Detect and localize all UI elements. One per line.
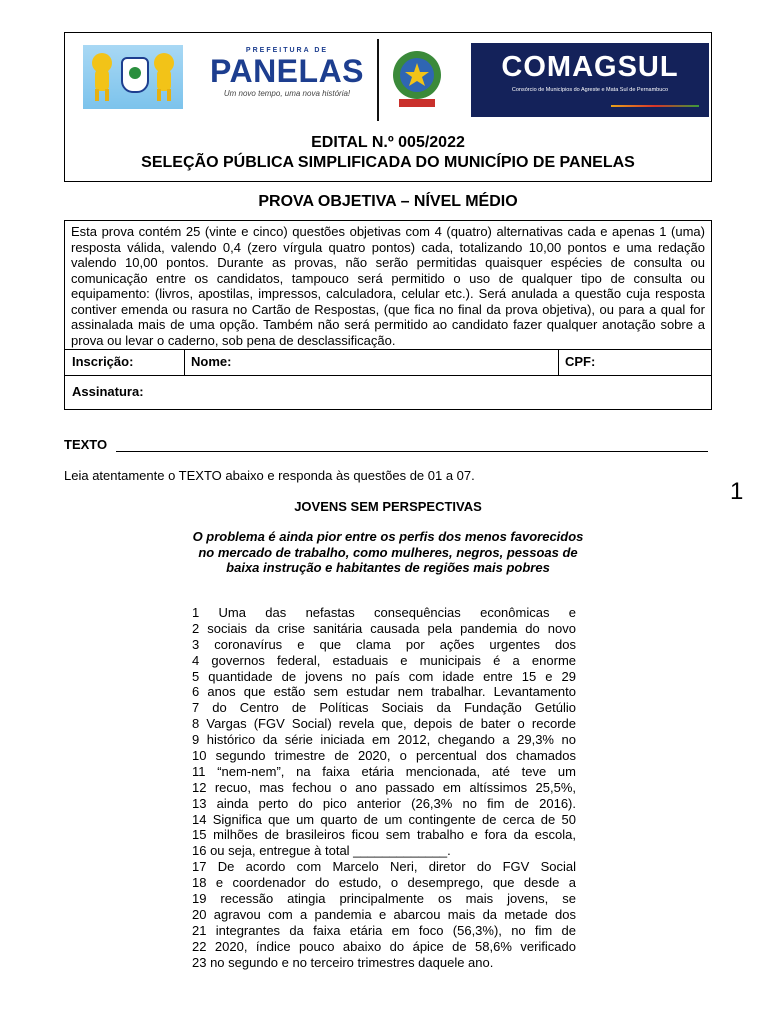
lion-icon <box>87 49 117 103</box>
article-subtitle: O problema é ainda pior entre os perfis dos menos favorecidos no mercado de trabalho, como mulheres, negros, pessoas de baixa instrução e habitantes de regiões mais pobres <box>192 529 584 575</box>
table-divider <box>184 349 185 375</box>
table-divider <box>558 349 559 375</box>
article-line: 17 De acordo com Marcelo Neri, diretor do FGV Social <box>192 859 576 875</box>
article-line: 22 2020, índice pouco abaixo do ápice de 58,6% verificado <box>192 938 576 954</box>
article-line: 7 do Centro de Políticas Sociais da Fundação Getúlio <box>192 700 576 716</box>
comagsul-color-bar <box>611 105 699 107</box>
exam-title: PROVA OBJETIVA – NÍVEL MÉDIO <box>258 193 518 210</box>
table-divider <box>65 349 711 350</box>
header-box <box>64 32 712 182</box>
logo-row <box>65 33 711 125</box>
city-flag-logo <box>83 45 183 109</box>
page-number: 1 <box>730 478 744 505</box>
table-divider <box>65 375 711 376</box>
panelas-logo-name: PANELAS <box>209 53 365 89</box>
article-line: 10 segundo trimestre de 2020, o percentual dos chamados <box>192 748 576 764</box>
panelas-logo <box>203 47 371 117</box>
crest-icon <box>121 57 149 93</box>
article-line: 20 agravou com a pandemia e abarcou mais da metade dos <box>192 906 576 922</box>
instructions-table <box>64 220 712 410</box>
texto-underline <box>116 451 708 452</box>
article-title: JOVENS SEM PERSPECTIVAS <box>294 499 482 514</box>
panelas-logo-prefix: PREFEITURA DE <box>245 47 329 54</box>
texto-label: TEXTO <box>64 437 108 452</box>
comagsul-logo-name: COMAGSUL <box>501 51 679 83</box>
edital-title <box>65 133 711 173</box>
article-line: 9 histórico da série iniciada em 2012, chegando a 29,3% no <box>192 732 576 748</box>
nome-field[interactable]: Nome: <box>191 354 232 369</box>
article-body <box>192 605 576 970</box>
edital-number: EDITAL N.º 005/2022 <box>311 134 465 151</box>
article-line: 14 Significa que um quarto de um contingente de cerca de 50 <box>192 811 576 827</box>
article-line: 15 milhões de brasileiros ficou sem trabalho e fora da escola, <box>192 827 576 843</box>
edital-description: SELEÇÃO PÚBLICA SIMPLIFICADA DO MUNICÍPIO DE PANELAS <box>141 154 635 171</box>
article-line: 19 recessão atingia principalmente os mais jovens, se <box>192 891 576 907</box>
article-line: 21 integrantes da faixa etária em foco (56,3%), no fim de <box>192 922 576 938</box>
cpf-field[interactable]: CPF: <box>565 354 596 369</box>
article-line: 11 “nem-nem”, na faixa etária mencionada, até teve um <box>192 763 576 779</box>
article-line: 3 coronavírus e que clama por ações urgentes dos <box>192 636 576 652</box>
article-line: 12 recuo, mas fechou o ano passado em altíssimos 25,5%, <box>192 779 576 795</box>
article-line: 6 anos que estão sem estudar nem trabalhar. Levantamento <box>192 684 576 700</box>
article-line: 1 Uma das nefastas consequências econômicas e <box>192 605 576 620</box>
instructions-text: Esta prova contém 25 (vinte e cinco) questões objetivas com 4 (quatro) alternativas cada e apenas 1 (uma) resposta válida, valendo 0,4 (zero vírgula quatro pontos) cada, totalizando 10,00 pontos e uma redação valendo 10,00 pontos. Durante as provas, não serão permitidas quaisquer espécies de consulta ou comunicação entre os candidatos, tampouco será permitido o uso de qualquer tipo de consulta ou equipamento: (livros, apostilas, impressos, calculadora, celular etc.). Será anulada a questão cuja resposta contiver emenda ou rasura no Cartão de Respostas, (que fica no final da prova objetiva), ou para a qual for assinalada mais de uma opção. Também não será permitido ao candidato fazer qualquer anotação sobre a prova ou levar o caderno, sob pena de desclassificação. <box>71 224 705 348</box>
logo-divider <box>377 39 379 121</box>
panelas-logo-slogan: Um novo tempo, uma nova história! <box>223 89 351 98</box>
article-line: 18 e coordenador do estudo, o desemprego, que desde a <box>192 875 576 891</box>
article-line: 4 governos federal, estaduais e municipais é a enorme <box>192 652 576 668</box>
state-seal-icon <box>385 45 449 111</box>
article-line: 2 sociais da crise sanitária causada pela pandemia do novo <box>192 620 576 636</box>
article-line: 5 quantidade de jovens no país com idade entre 15 e 29 <box>192 668 576 684</box>
article-line: 16 ou seja, entregue à total _____________. <box>192 843 451 859</box>
comagsul-logo <box>471 43 709 117</box>
assinatura-field[interactable]: Assinatura: <box>72 384 144 399</box>
comagsul-logo-subtitle: Consórcio de Municípios do Agreste e Mata Sul de Pernambuco <box>511 87 669 93</box>
inscricao-field[interactable]: Inscrição: <box>72 354 134 369</box>
article-line: 23 no segundo e no terceiro trimestres daquele ano. <box>192 954 494 970</box>
article-line: 13 ainda perto do pico anterior (26,3% no fim de 2016). <box>192 795 576 811</box>
lion-icon <box>149 49 179 103</box>
article-line: 8 Vargas (FGV Social) revela que, depois de bater o recorde <box>192 716 576 732</box>
intro-instruction: Leia atentamente o TEXTO abaixo e responda às questões de 01 a 07. <box>64 468 475 483</box>
